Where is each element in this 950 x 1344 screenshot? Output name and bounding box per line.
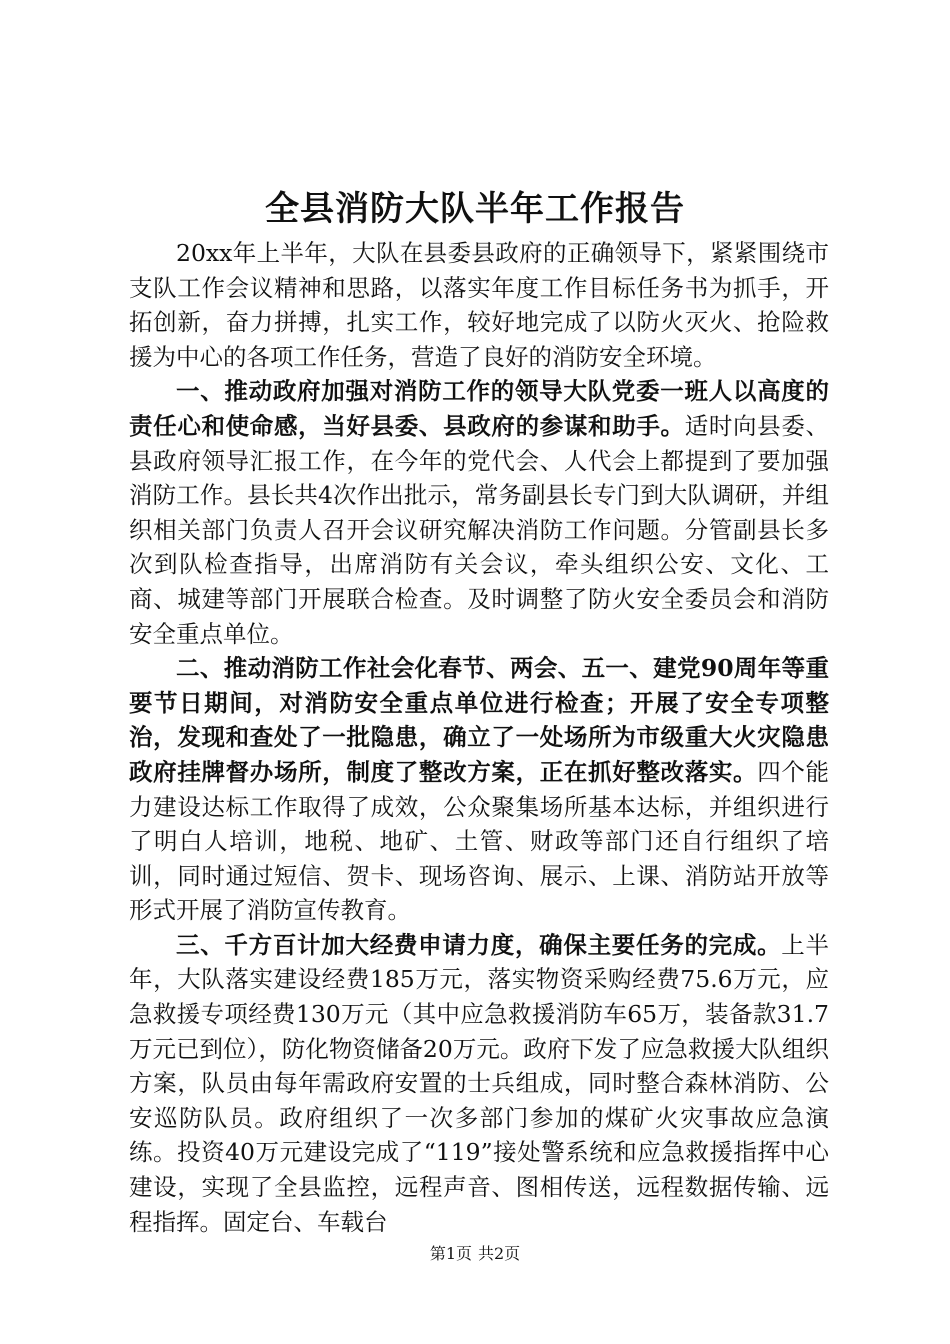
page-footer [0, 1242, 950, 1266]
section-1-heading: 一、推动政府加强对消防工作的领导大队党委一班人以高度的责任心和使命感，当好县委、县政府的参谋和助手。 [129, 377, 829, 440]
page-total: 共2页 [478, 1244, 521, 1263]
intro-paragraph [129, 236, 829, 374]
paragraph-text: 20xx年上半年，大队在县委县政府的正确领导下，紧紧围绕市支队工作会议精神和思路，以落实年度工作目标任务书为抓手，开拓创新，奋力拼搏，扎实工作，较好地完成了以防火灭火、抢险救援为中心的各项工作任务，营造了良好的消防安全环境。 [129, 239, 829, 371]
section-1-paragraph [129, 374, 829, 651]
document-body [129, 236, 829, 1239]
section-2-heading: 二、推动消防工作社会化春节、两会、五一、建党90周年等重要节日期间，对消防安全重点单位进行检查；开展了安全专项整治，发现和查处了一批隐患，确立了一处场所为市级重大火灾隐患政府挂牌督办场所，制度了整改方案，正在抓好整改落实。 [129, 654, 829, 786]
section-3-paragraph [129, 928, 829, 1239]
section-3-text: 上半年，大队落实建设经费185万元，落实物资采购经费75.6万元，应急救援专项经费130万元（其中应急救援消防车65万，装备款31.7万元已到位），防化物资储备20万元。政府下发了应急救援大队组织方案，队员由每年需政府安置的士兵组成，同时整合森林消防、公安巡防队员。政府组织了一次多部门参加的煤矿火灾事故应急演练。投资40万元建设完成了“119”接处警系统和应急救援指挥中心建设，实现了全县监控，远程声音、图相传送，远程数据传输、远程指挥。固定台、车载台 [129, 930, 830, 1236]
section-1-text: 适时向县委、县政府领导汇报工作，在今年的党代会、人代会上都提到了要加强消防工作。县长共4次作出批示，常务副县长专门到大队调研，并组织相关部门负责人召开会议研究解决消防工作问题。分管副县长多次到队检查指导，出席消防有关会议，牵头组织公安、文化、工商、城建等部门开展联合检查。及时调整了防火安全委员会和消防安全重点单位。 [129, 411, 830, 648]
document-title: 全县消防大队半年工作报告 [265, 189, 685, 229]
section-2-paragraph [129, 651, 829, 928]
section-2-text: 四个能力建设达标工作取得了成效，公众聚集场所基本达标，并组织进行了明白人培训，地税、地矿、土管、财政等部门还自行组织了培训，同时通过短信、贺卡、现场咨询、展示、上课、消防站开放等形式开展了消防宣传教育。 [129, 757, 830, 925]
section-3-heading: 三、千方百计加大经费申请力度，确保主要任务的完成。 [176, 930, 782, 959]
page-number: 第1页 [429, 1244, 472, 1263]
